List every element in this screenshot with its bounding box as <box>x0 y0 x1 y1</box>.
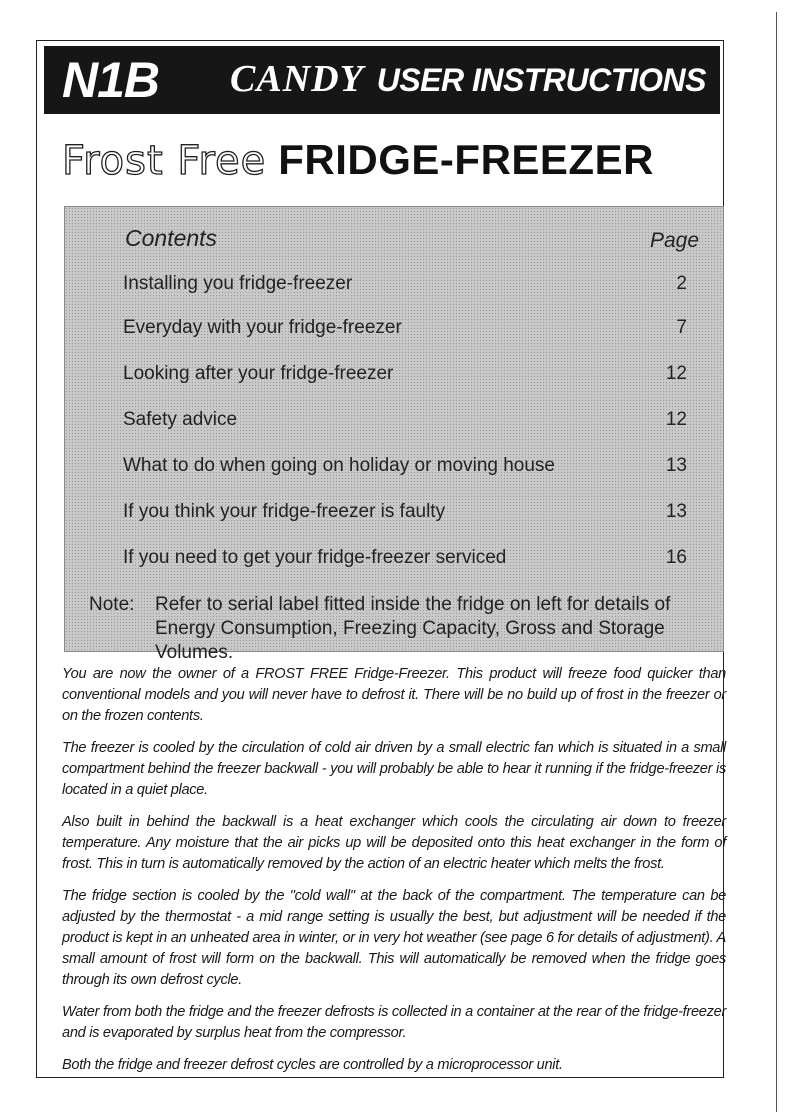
toc-label: If you think your fridge-freezer is faulty <box>123 501 446 522</box>
title-bold-text: FRIDGE-FREEZER <box>278 136 654 183</box>
toc-row[interactable] <box>123 547 687 575</box>
note-label: Note: <box>89 594 135 615</box>
toc-row[interactable] <box>123 455 687 483</box>
body-paragraph: Also built in behind the backwall is a heat exchanger which cools the circulating air down to freezer temperature. Any moisture that the air picks up will be deposited onto this heat exchanger in the form of frost. This in turn is automatically removed by the action of an electric heater which melts the frost. <box>62 814 726 872</box>
toc-page: 12 <box>665 409 687 430</box>
toc-row[interactable] <box>123 317 687 345</box>
body-paragraph: The freezer is cooled by the circulation of cold air driven by a small electric fan which is situated in a small compartment behind the freezer backwall - you will probably be able to hear it running if the fridge-freezer is located in a quiet place. <box>62 740 726 798</box>
toc-label: What to do when going on holiday or moving house <box>123 455 555 476</box>
title-outline-text: Frost Free <box>62 138 267 184</box>
body-paragraph: Water from both the fridge and the freezer defrosts is collected in a container at the rear of the fridge-freezer and is evaporated by surplus heat from the compressor. <box>62 1004 726 1041</box>
body-paragraph: Both the fridge and freezer defrost cycles are controlled by a microprocessor unit. <box>62 1057 563 1073</box>
toc-label: Installing you fridge-freezer <box>123 273 353 294</box>
brand-logo: CANDY <box>230 58 364 100</box>
toc-label: Safety advice <box>123 409 238 430</box>
toc-page: 16 <box>665 547 687 568</box>
toc-page: 2 <box>676 273 687 294</box>
toc-page: 13 <box>665 455 687 476</box>
toc-row[interactable] <box>123 363 687 391</box>
page-title <box>62 132 722 198</box>
toc-row[interactable] <box>123 409 687 437</box>
page-column-heading: Page <box>649 229 699 252</box>
body-paragraph: You are now the owner of a FROST FREE Fridge-Freezer. This product will freeze food quicker than conventional models and you will never have to defrost it. There will be no build up of frost in the freezer or on the frozen contents. <box>62 666 726 724</box>
toc-page: 12 <box>665 363 687 384</box>
model-number: N1B <box>62 52 160 108</box>
contents-heading: Contents <box>125 225 218 251</box>
toc-row[interactable] <box>123 501 687 529</box>
toc-page: 13 <box>665 501 687 522</box>
toc-label: Looking after your fridge-freezer <box>123 363 394 384</box>
body-text <box>62 664 726 1087</box>
note-text: Refer to serial label fitted inside the fridge on left for details of Energy Consumption, Freezing Capacity, Gross and Storage Volumes. <box>155 594 671 663</box>
body-paragraph: The fridge section is cooled by the "cold wall" at the back of the compartment. The temperature can be adjusted by the thermostat - a mid range setting is usually the best, but adjustment will be needed if the product is kept in an unheated area in winter, or in very hot weather (see page 6 for details of adjustment). A small amount of frost will form on the backwall. This will automatically be removed when the fridge goes through its own defrost cycle. <box>62 888 726 988</box>
toc-page: 7 <box>676 317 687 338</box>
toc-label: If you need to get your fridge-freezer serviced <box>123 547 507 568</box>
toc-label: Everyday with your fridge-freezer <box>123 317 402 338</box>
scan-edge-line <box>776 12 777 1112</box>
toc-row[interactable] <box>123 273 687 301</box>
document-type: USER INSTRUCTIONS <box>376 62 706 98</box>
contents-box <box>64 206 724 663</box>
header-bar <box>44 46 720 114</box>
